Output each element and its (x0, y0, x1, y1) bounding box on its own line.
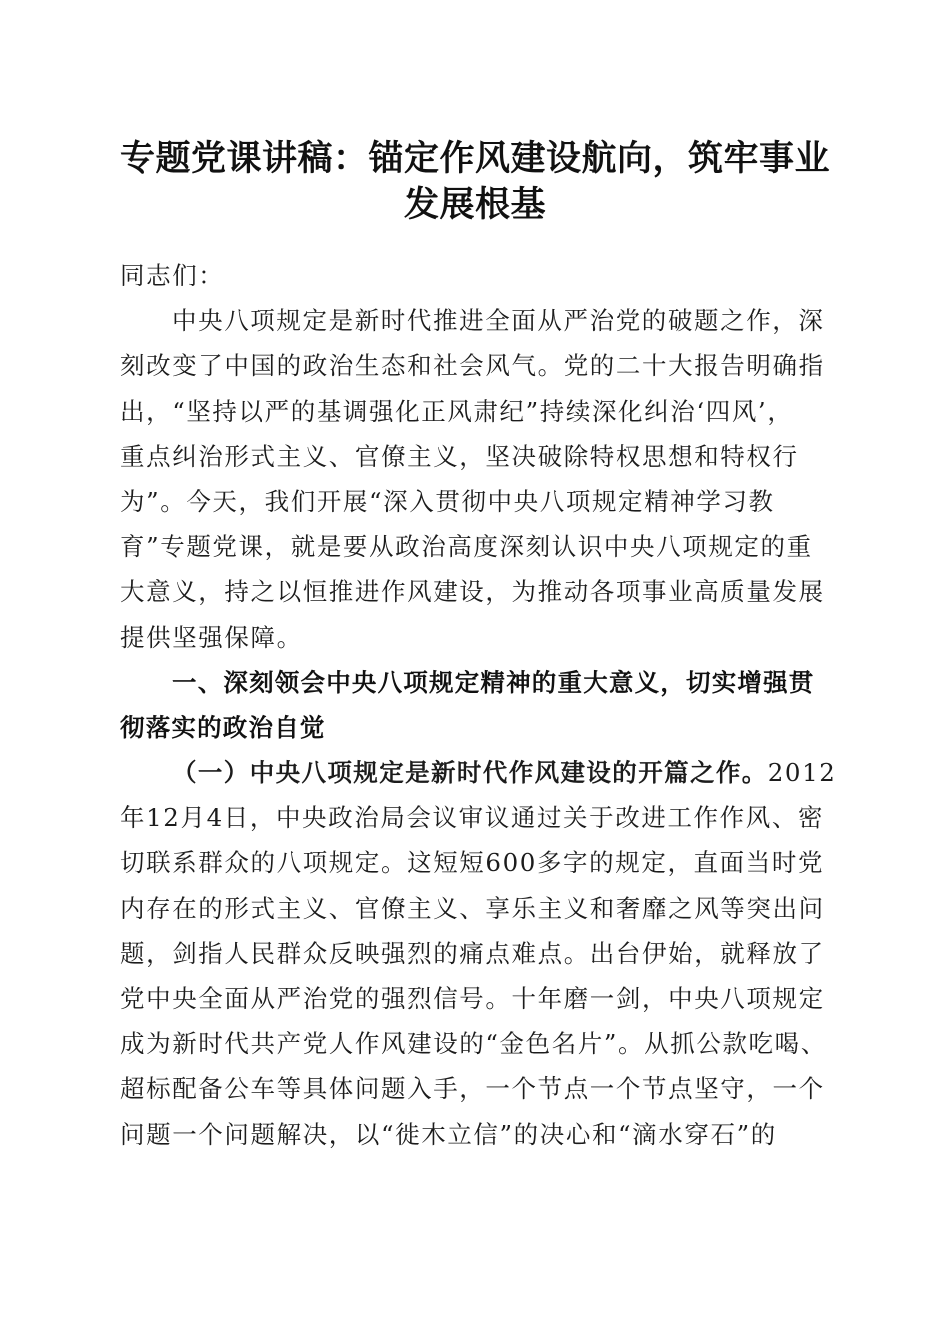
title-line-1: 专题党课讲稿：锚定作风建设航向，筑牢事业 (119, 138, 830, 179)
subsection-1-line-5: 题，剑指人民群众反映强烈的痛点难点。出台伊始，就释放了 (120, 938, 825, 968)
subsection-1-line-3: 切联系群众的八项规定。这短短600多字的规定，直面当时党 (120, 848, 825, 878)
section-1-heading-line-1: 一、深刻领会中央八项规定精神的重大意义，切实增强贯 (172, 667, 815, 697)
title-line-2: 发展根基 (403, 184, 546, 225)
intro-line-5: 为”。今天，我们开展“深入贯彻中央八项规定精神学习教 (120, 486, 775, 516)
subsection-1-line-8: 超标配备公车等具体问题入手，一个节点一个节点坚守，一个 (120, 1074, 825, 1104)
subsection-1-line-2: 年12月4日，中央政治局会议审议通过关于改进工作作风、密 (120, 803, 825, 833)
subsection-1-line-4: 内存在的形式主义、官僚主义、享乐主义和奢靡之风等突出问 (120, 893, 825, 923)
document-title (118, 136, 832, 228)
subsection-1-line-7: 成为新时代共产党人作风建设的“金色名片”。从抓公款吃喝、 (120, 1029, 827, 1059)
section-1-heading-line-2: 彻落实的政治自觉 (120, 712, 326, 742)
intro-line-7: 大意义，持之以恒推进作风建设，为推动各项事业高质量发展 (120, 577, 825, 607)
subsection-1-line-6: 党中央全面从严治党的强烈信号。十年磨一剑，中央八项规定 (120, 984, 825, 1013)
salutation: 同志们： (120, 261, 225, 290)
intro-line-2: 刻改变了中国的政治生态和社会风气。党的二十大报告明确指 (120, 351, 825, 381)
intro-line-6: 育”专题党课，就是要从政治高度深刻认识中央八项规定的重 (120, 532, 813, 562)
subsection-1-line-9: 问题一个问题解决，以“徙木立信”的决心和“滴水穿石”的 (120, 1119, 777, 1149)
intro-line-8: 提供坚强保障。 (120, 622, 303, 652)
intro-line-4: 重点纠治形式主义、官僚主义，坚决破除特权思想和特权行 (120, 441, 799, 471)
subsection-1-title: （一）中央八项规定是新时代作风建设的开篇之作。 (172, 758, 768, 788)
document-body (120, 253, 837, 1157)
subsection-1-first-line-tail: 2012 (767, 758, 837, 788)
intro-line-1: 中央八项规定是新时代推进全面从严治党的破题之作，深 (172, 306, 825, 336)
intro-line-3: 出，“坚持以严的基调强化正风肃纪”持续深化纠治‘四风’， (120, 396, 794, 426)
subsection-1-first-line (120, 750, 837, 795)
